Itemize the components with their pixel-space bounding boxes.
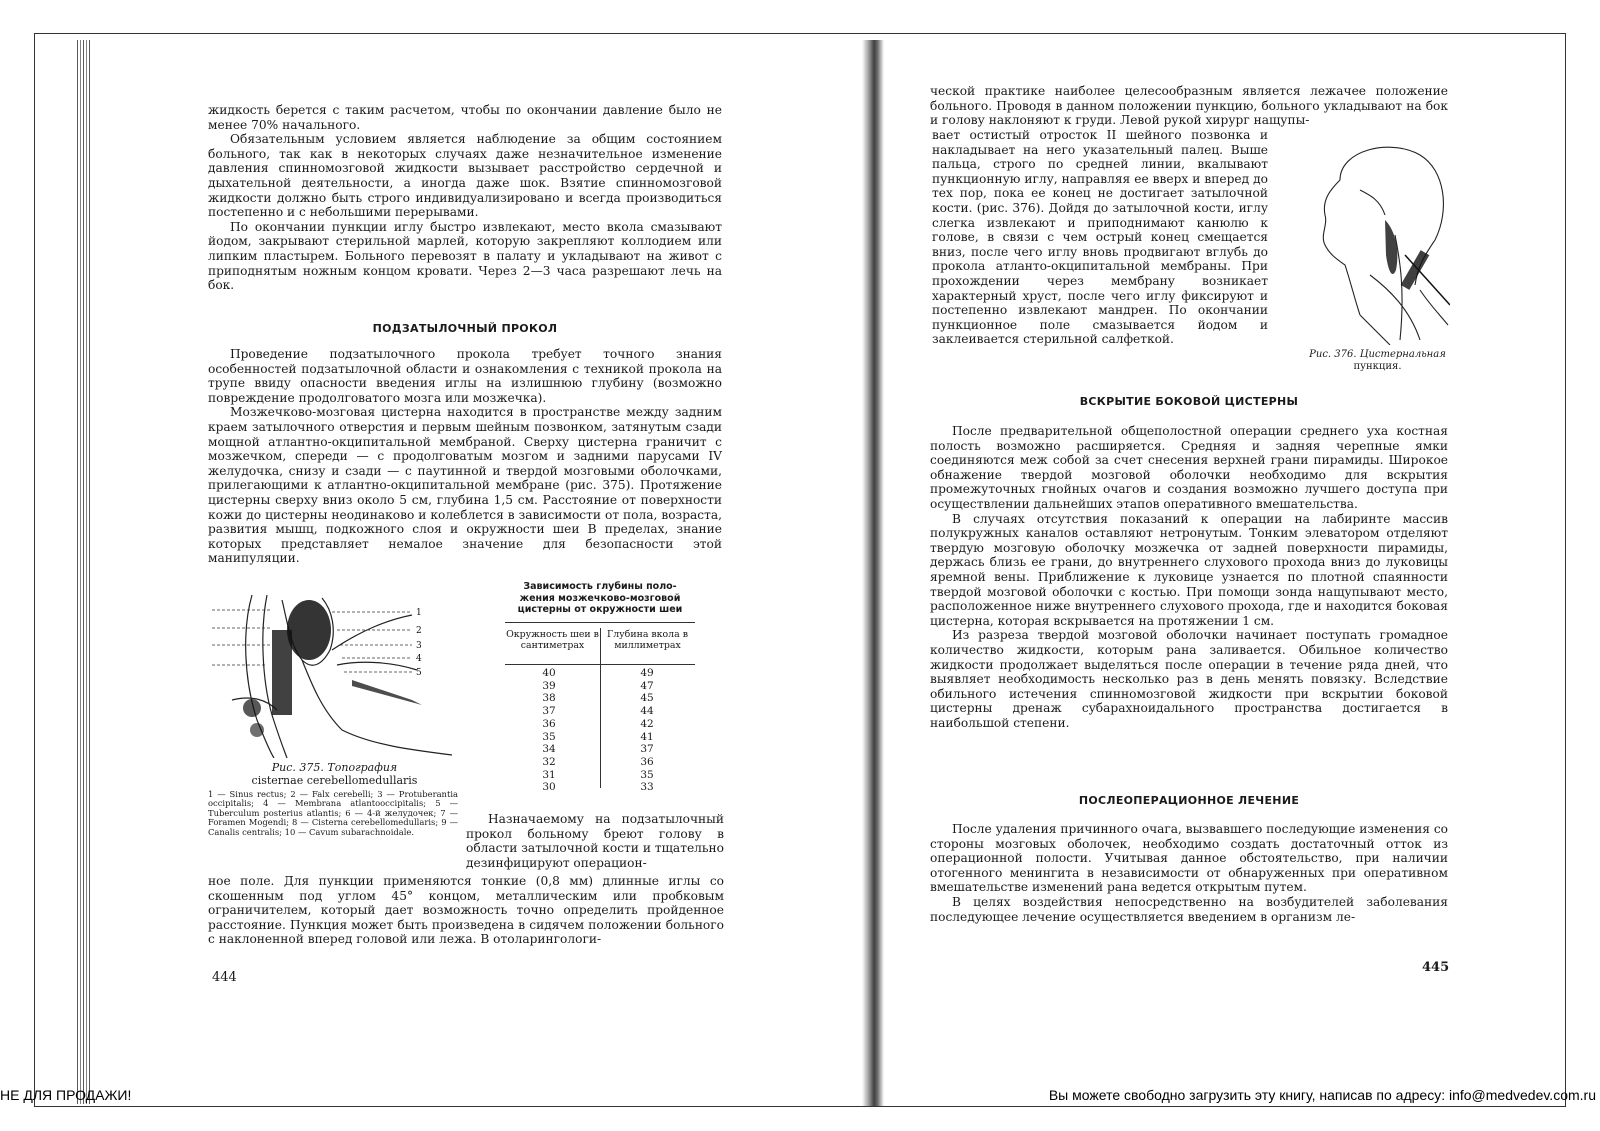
table-cell-neck: 39 — [542, 679, 556, 692]
table-cell-neck: 40 — [542, 667, 556, 679]
table-cell-depth: 49 — [640, 667, 654, 679]
center-gutter — [862, 40, 884, 1106]
table-cell-neck: 38 — [542, 692, 556, 705]
paragraph: ческой практике наиболее целесообразным является лежачее положение больного. Проводя в данном положении пункцию, больного укладывают на бок и голову наклоняют к груди. Левой рукой хирург нащупы- — [930, 84, 1448, 128]
depth-table — [505, 622, 695, 792]
footer-right-notice: Вы можете свободно загрузить эту книгу, написав по адресу: info@medvedev.com.ru — [1048, 1087, 1596, 1103]
figure-375-illustration — [212, 590, 457, 758]
paragraph: По окончании пункции иглу быстро извлекают, место вкола смазывают йодом, закрывают стерильной марлей, которую закрепляют коллодием или липким пластырем. Больного перевозят в палату и укладывают на живот с приподнятым ножным концом кровати. Через 2—3 часа разрешают лечь на бок. — [208, 219, 722, 293]
table-title-line: цистерны от окружности шеи — [517, 604, 683, 615]
caption-line: пункция. — [1353, 360, 1402, 372]
paragraph: В случаях отсутствия показаний к операции на лабиринте массив полукружных каналов оставляют нетронутым. Тонким элеватором отделяют твердую мозговую оболочку мозжечка от задней поверхности пирамиды, держась близь ее грани, до внутреннего слухового прохода вниз до луковицы яремной вены. Приближение к луковице узнается по плотной спаянности твердой мозговой оболочки с костью. При помощи зонда нащупывают место, расположенное ниже внутреннего слухового прохода, где и находится боковая цистерна, которая вскрывается на протяжении 1 см. — [930, 511, 1448, 628]
figure-376-caption — [1295, 349, 1460, 372]
table-cell-depth: 35 — [640, 768, 654, 781]
table-cell-depth: 47 — [640, 679, 654, 692]
paragraph: После удаления причинного очага, вызвавшего последующие изменения со стороны мозговых оболочек, необходимо создать достаточный отток из операционной полости. Учитывая данное обстоятельство, при наличии отогенного менингита в независимости от обнаруженных при оперативном вмешательстве изменений рана ведется открытым путем. — [930, 822, 1448, 895]
table-cell-depth: 45 — [640, 692, 654, 705]
left-page-bottom-text — [208, 874, 724, 947]
page-number-right: 445 — [1422, 960, 1450, 975]
table-column-neck — [519, 667, 579, 794]
paragraph: ное поле. Для пункции применяются тонкие (0,8 мм) длинные иглы со скошенным под углом 45° концом, металлическим или пробковым ограничителем, который дает возможность точно определить пройденное расстояние. Пункция может быть произведена в сидячем положении больного с наклоненной вперед головой или лежа. В отоларингологи- — [208, 874, 724, 947]
figure-375-legend: 1 — Sinus rectus; 2 — Falx cerebelli; 3 — Protuberantia occipitalis; 4 — Membrana atlantooccipitalis; 5 — Tuberculum posterius atlantis; 6 — 4-й желудочек; 7 — Foramen Mogendi; 8 — Cisterna cerebellomedullaris; 9 — Canalis centralis; 10 — Cavum subarachnoidale. — [208, 789, 458, 837]
figure-376-illustration — [1300, 140, 1450, 345]
table-cell-depth: 36 — [640, 755, 654, 768]
table-title — [505, 581, 695, 616]
table-cell-neck: 36 — [542, 717, 556, 730]
right-page-section2-text — [930, 822, 1448, 924]
figure-label: 5 — [416, 668, 422, 678]
table-header: Окружность шеи в сантиметрах — [506, 629, 599, 651]
table-cell-depth: 33 — [640, 781, 654, 794]
table-cell-neck: 34 — [542, 743, 556, 756]
table-cell-depth: 44 — [640, 705, 654, 718]
paragraph: Назначаемому на подзатылочный прокол больному бреют голову в области затылочной кости и тщательно дезинфицируют операцион- — [466, 812, 724, 870]
paragraph: жидкость берется с таким расчетом, чтобы по окончании давление было не менее 70% начального. — [208, 103, 722, 132]
caption-line: cisternae cerebellomedullaris — [251, 773, 418, 787]
paragraph: Мозжечково-мозговая цистерна находится в пространстве между задним краем затылочного отверстия и первым шейным позвонком, затянутым сзади мощной атлантно-окципитальной мембраной. Сверху цистерна граничит с мозжечком, спереди — с продолговатым мозгом и задними парусами IV желудочка, снизу и сзади — с паутинной и твердой мозговыми оболочками, прилегающими к атлантно-окципитальной мембране (рис. 375). Протяжение цистерны сверху вниз около 5 см, глубина 1,5 см. Расстояние от поверхности кожи до цистерны неодинаково и колеблется в зависимости от пола, возраста, развития мышц, подкожного слоя и окружности шеи В пределах, знание которых представляет немалое значение для безопасности этой манипуляции. — [208, 405, 722, 566]
caption-line: Рис. 375. Топография — [271, 761, 398, 774]
paragraph: вает остистый отросток II шейного позвонка и накладывает на него указательный палец. Выше пальца, строго по средней линии, вкалывают пункционную иглу, направляя ее вверх и вперед до тех пор, пока ее конец не достигает затылочной кости. (рис. 376). Дойдя до затылочной кости, иглу слегка извлекают и приподнимают канюлю к голове, в связи с чем острый конец смещается вниз, после чего иглу вновь продвигают вглубь до прокола атланто-окципитальной мембраны. При прохождении через мембрану возникает характерный хруст, после чего иглу фиксируют и постепенно извлекают мандрен. По окончании пункционное поле смазывается йодом и заклеивается стерильной салфеткой. — [932, 128, 1268, 347]
figure-label: 4 — [416, 654, 422, 664]
table-cell-depth: 42 — [640, 717, 654, 730]
table-cell-depth: 37 — [640, 743, 654, 756]
right-page-section1-text — [930, 424, 1448, 730]
paragraph: Проведение подзатылочного прокола требует точного знания особенностей подзатылочной области и ознакомления с техникой прокола на трупе ввиду опасности введения иглы на излишнюю глубину (возможно повреждение продолговатого мозга или мозжечка). — [208, 347, 722, 405]
right-page-wrap-text — [932, 128, 1268, 347]
table-title-line: Зависимость глубины поло- — [523, 581, 677, 592]
paragraph: В целях воздействия непосредственно на возбудителей заболевания последующее лечение осуществляется введением в организм ле- — [930, 894, 1448, 924]
left-binding-edge — [77, 40, 91, 1104]
table-cell-neck: 31 — [542, 768, 556, 781]
table-cell-neck: 37 — [542, 705, 556, 718]
table-title-line: жения мозжечково-мозговой — [519, 592, 681, 604]
right-page-top-text — [930, 84, 1448, 128]
page-number-left: 444 — [212, 970, 237, 985]
paragraph: Из разреза твердой мозговой оболочки начинает поступать громадное количество жидкости, которым рана заливается. Обильное количество жидкости продолжает выделяться после операции в течение ряда дней, что выявляет необходимость несколько раз в день менять повязку. Вследствие обильного истечения спинномозговой жидкости при вскрытии боковой цистерны дренаж субарахноидального пространства достигается в наибольшой степени. — [930, 628, 1448, 730]
section-heading: ПОСЛЕОПЕРАЦИОННОЕ ЛЕЧЕНИЕ — [1078, 794, 1300, 807]
table-cell-neck: 32 — [542, 755, 556, 768]
section-heading: ВСКРЫТИЕ БОКОВОЙ ЦИСТЕРНЫ — [1079, 395, 1299, 408]
left-page-top-text — [208, 103, 722, 293]
table-column-depth — [617, 667, 677, 794]
figure-375-caption — [212, 762, 457, 787]
paragraph: Обязательным условием является наблюдение за общим состоянием больного, так как в некоторых случаях даже незначительное изменение давления спинномозговой жидкости вызывает расстройство сердечной и дыхательной деятельности, а иногда даже шок. Взятие спинномозговой жидкости должно быть строго индивидуализировано и всегда производиться постепенно и с небольшими перерывами. — [208, 132, 722, 220]
footer-left-notice: НЕ ДЛЯ ПРОДАЖИ! — [0, 1087, 132, 1103]
table-cell-depth: 41 — [640, 730, 654, 743]
left-page-mid-text — [208, 347, 722, 566]
figure-label: 1 — [416, 608, 422, 618]
section-heading: ПОДЗАТЫЛОЧНЫЙ ПРОКОЛ — [372, 322, 558, 335]
table-cell-neck: 30 — [542, 781, 556, 794]
caption-line: Рис. 376. Цистернальная — [1309, 349, 1446, 360]
figure-label: 3 — [416, 641, 422, 651]
table-header: Глубина вкола в миллиметрах — [607, 629, 688, 651]
side-paragraph — [466, 812, 724, 870]
paragraph: После предварительной общеполостной операции среднего уха костная полость возможно расширяется. Средняя и задняя черепные ямки соединяются меж собой за счет снесения верхней грани пирамиды. Широкое обнажение твердой мозговой оболочки необходимо для вскрытия промежуточных гнойных очагов и создания возможно лучшего доступа при осуществлении дальнейших этапов оперативного вмешательства. — [930, 424, 1448, 511]
table-cell-neck: 35 — [542, 730, 556, 743]
figure-label: 2 — [416, 626, 422, 636]
